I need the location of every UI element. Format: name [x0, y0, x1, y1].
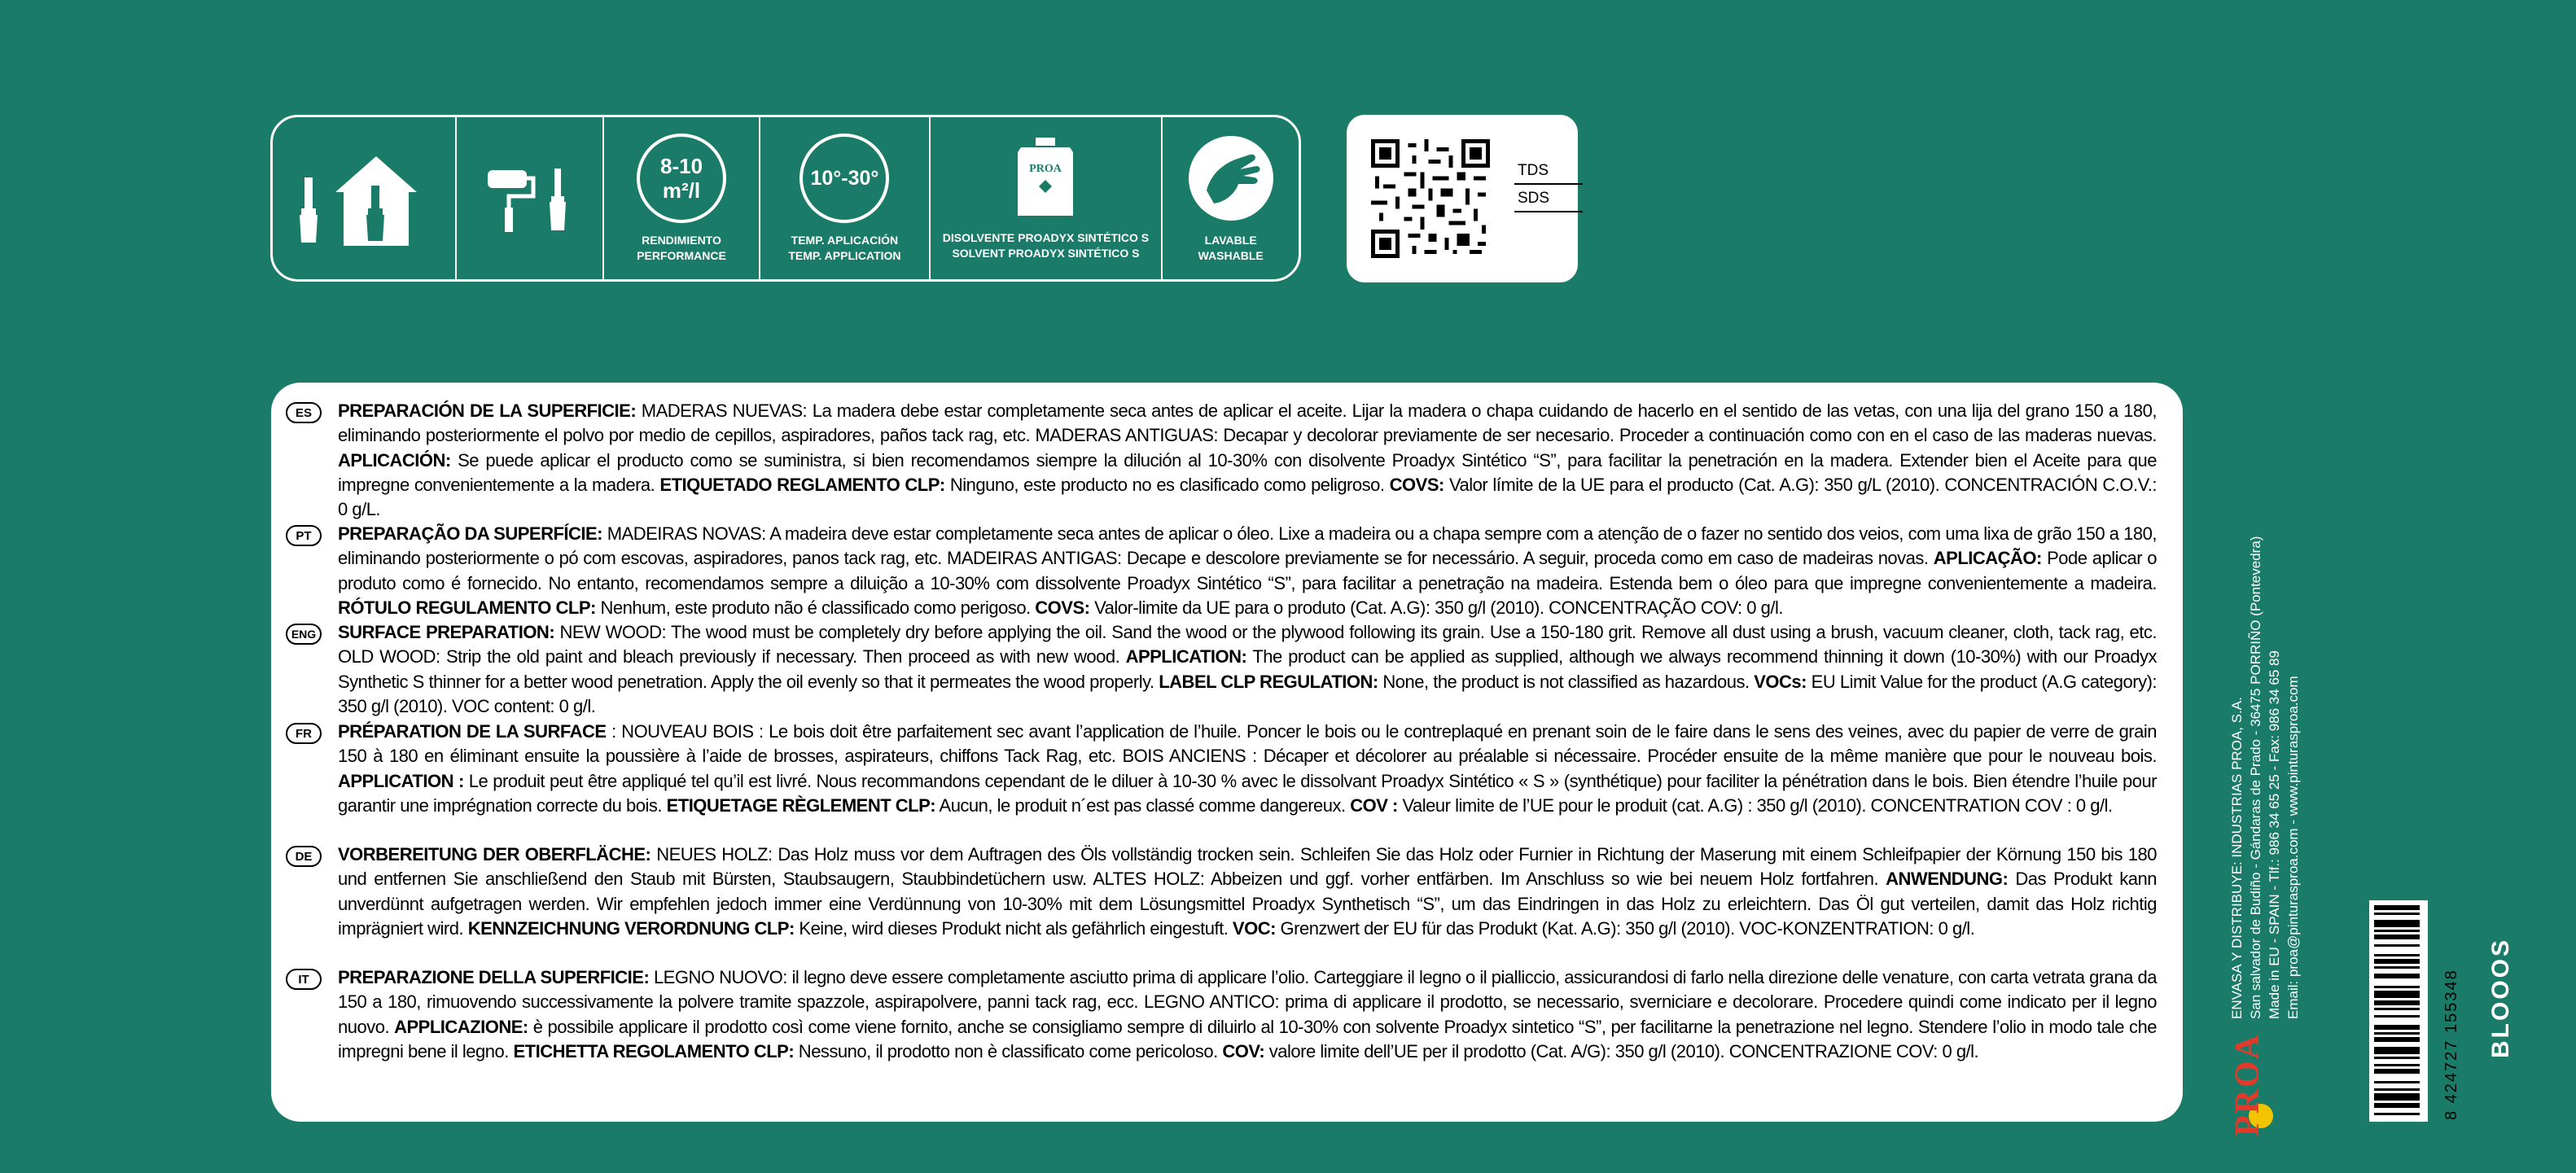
section-heading: APPLICATION :: [338, 770, 464, 791]
section-heading: PREPARAZIONE DELLA SUPERFICIE:: [338, 967, 650, 987]
section-heading: PRÉPARATION DE LA SURFACE: [338, 721, 607, 742]
distributor-line-2: San salvador de Budiño - Gándaras de Prado - 36475 PORRIÑO (Pontevedra): [2248, 536, 2263, 1019]
section-heading: KENNZEICHNUNG VERORDNUNG CLP:: [467, 917, 795, 939]
lang-paragraph: [338, 399, 2157, 522]
section-heading: APPLICAZIONE:: [394, 1016, 528, 1037]
solvent-cell: [931, 117, 1163, 279]
lang-badge: PT: [286, 525, 322, 546]
washable-caption: LAVABLE WASHABLE: [1198, 233, 1264, 262]
barcode-bar: [2374, 974, 2420, 978]
proa-logo: PROA: [2229, 1033, 2267, 1136]
distributor-line-4: Email: proa@pinturasproa.com - www.pinturasproa.com: [2285, 676, 2301, 1019]
section-text: Valeur limite de l’UE pour le produit (cat. A.G) : 350 g/l (2010). CONCENTRATION COV : 0 g/l.: [1397, 794, 2113, 816]
barcode: [2369, 900, 2428, 1122]
qr-card: [1347, 115, 1578, 282]
section-text: valore limite dell’UE per il prodotto (Cat. A/G): 350 g/l (2010). CONCENTRAZIONE COV: 0 g/l.: [1264, 1040, 1979, 1061]
section-text: LEGNO NUOVO: il legno deve essere completamente asciutto prima di applicare l’olio. Carteggiare il legno o il pialliccio, assicurandosi di farlo nella direzione delle venature, con carta vetrata grana da 150 a 180, rimuovendo successivamente la polvere tramite spazzole, aspirapolvere, panni tack rag, ecc. LEGNO ANTICO: prima di applicare il prodotto, se necessario, sverniciare e decolorare. Procedere quindi come indicato per il legno nuovo.: [338, 967, 2158, 1037]
barcode-bar: [2374, 1064, 2420, 1066]
section-heading: LABEL CLP REGULATION:: [1159, 671, 1378, 692]
barcode-bar: [2374, 954, 2420, 956]
can-brand-text: PROA: [1029, 162, 1062, 175]
barcode-bar: [2374, 1025, 2420, 1030]
barcode-bar: [2374, 934, 2420, 939]
section-text: MADERAS NUEVAS: La madera debe estar completamente seca antes de aplicar el aceite. Lijar la madera o chapa cuidando de hacerlo en el sentido de las vetas, con una lija del grano 150 a 180, eliminando posteriormente el polvo por medio de cepillos, aspiradores, paños tack rag, etc. MADERAS ANTIGUAS: Decapar y decolorar previamente de ser necesario. Proceder a continuación como con en el caso de las maderas nuevas.: [338, 400, 2157, 446]
section-heading: ETIQUETADO REGLAMENTO CLP:: [659, 474, 945, 495]
section-heading: VOCs:: [1754, 671, 1807, 692]
section-heading: APPLICATION:: [1125, 646, 1247, 667]
section-text: NEW WOOD: The wood must be completely dry before applying the oil. Sand the wood or the plywood following its grain. Use a 150-180 grit. Remove all dust using a brush, vacuum cleaner, cloth, tack rag, etc. OLD WOOD: Strip the old paint and bleach previously if necessary. Then proceed as with new wood.: [338, 622, 2157, 667]
distributor-line-3: Made in EU - SPAIN - Tlf.: 986 34 65 25 - Fax: 986 34 65 89: [2267, 650, 2282, 1019]
lang-paragraph: [338, 843, 2157, 941]
section-text: Valor-limite da UE para o produto (Cat. A.G): 350 g/l (2010). CONCENTRAÇÃO COV: 0 g/l.: [1089, 597, 1783, 618]
lang-badge: ENG: [286, 624, 322, 645]
performance-cell: [604, 117, 760, 279]
section-heading: SURFACE PREPARATION:: [338, 622, 555, 642]
section-heading: APLICACIÓN:: [338, 449, 451, 471]
barcode-bar: [2374, 1081, 2420, 1083]
section-heading: ETIQUETAGE RÈGLEMENT CLP:: [666, 794, 936, 816]
section-text: è possibile applicare il prodotto così come viene fornito, anche se consigliamo sempre di diluirlo al 10-30% con solvente Proadyx sintetico “S”, per facilitarne la penetrazione nel legno. Stendere l’olio in modo tale che impregni bene il legno.: [338, 1016, 2157, 1061]
brush-house-icon: [295, 150, 433, 247]
section-heading: COVS:: [1389, 474, 1444, 495]
section-text: Se puede aplicar el producto como se suministra, si bien recomendamos siempre la dilución al 10-30% con disolvente Proadyx Sintético “S”, para facilitar la penetración en la madera. Extender bien el Aceite para que impregne convenientemente a la madera.: [338, 449, 2157, 495]
qr-code-icon[interactable]: [1371, 139, 1490, 258]
barcode-bar: [2374, 966, 2420, 969]
section-text: MADEIRAS NOVAS: A madeira deve estar completamente seca antes de aplicar o óleo. Lixe a madeira ou a chapa sempre com a atenção de o fazer no sentido dos veios, com uma lixa de grão 150 a 180, eliminando posteriormente o pó com escovas, aspiradores, panos tack rag, etc. MADEIRAS ANTIGAS: Decape e descolore previamente se for necessário. A seguir, proceda como em caso de madeiras novas.: [338, 523, 2158, 569]
section-text: Keine, wird dieses Produkt nicht als gefährlich eingestuft.: [794, 917, 1233, 939]
lang-badge: ES: [286, 402, 322, 423]
roller-brush-cell: [457, 117, 604, 279]
section-heading: PREPARACIÓN DE LA SUPERFICIE:: [338, 400, 637, 421]
barcode-bar: [2374, 913, 2420, 915]
barcode-bar: [2374, 959, 2420, 964]
barcode-bar: [2374, 1057, 2420, 1059]
solvent-can-icon: [1014, 136, 1076, 221]
distributor-info: [2228, 368, 2302, 1019]
barcode-bar: [2374, 1015, 2420, 1018]
barcode-bar: [2374, 1113, 2420, 1115]
roller-brush-icon: [484, 162, 574, 235]
sds-link[interactable]: SDS: [1514, 190, 1583, 212]
section-heading: VORBEREITUNG DER OBERFLÄCHE:: [338, 844, 651, 864]
barcode-bar: [2374, 1047, 2420, 1054]
instructions-card: [271, 383, 2183, 1122]
barcode-bar: [2374, 986, 2420, 988]
section-text: Ninguno, este producto no es clasificado como peligroso.: [944, 474, 1390, 495]
lang-badge: IT: [286, 969, 322, 990]
lang-paragraph: [338, 620, 2157, 719]
section-heading: APLICAÇÃO:: [1933, 548, 2042, 569]
temperature-icon: 10°-30°: [800, 133, 889, 223]
section-text: Pode aplicar o produto como é fornecido. No entanto, recomendamos sempre a diluição a 10-30% com dissolvente Proadyx Sintético “S”, para facilitar a penetração na madeira. Estenda bem o óleo para que impregne convenientemente a madeira.: [338, 548, 2158, 593]
section-text: Nenhum, este produto não é classificado como perigoso.: [595, 597, 1036, 618]
lang-paragraph: [338, 720, 2157, 818]
pictogram-bar: [270, 115, 1301, 282]
section-text: Grenzwert der EU für das Produkt (Kat. A.G): 350 g/l (2010). VOC-KONZENTRATION: 0 g/l.: [1275, 917, 1975, 939]
brush-house-cell: [273, 117, 457, 279]
section-text: NEUES HOLZ: Das Holz muss vor dem Auftragen des Öls vollständig trocken sein. Schleifen Sie das Holz oder Furnier in Richtung der Maserung mit einem Schleifpapier der Körnung 150 bis 180 und entfernen Sie anschließend den Staub mit Bürsten, Staubsaugern, Staubbindetüchern usw. ALTES HOLZ: Abbeizen und ggf. vorher entfärben. Im Anschluss so wie bei neuem Holz fortfahren.: [338, 844, 2157, 890]
product-code: BLOOOS: [2487, 937, 2514, 1058]
barcode-bar: [2374, 930, 2420, 932]
temperature-caption: TEMP. APLICACIÓN TEMP. APPLICATION: [788, 233, 901, 262]
solvent-caption: DISOLVENTE PROADYX SINTÉTICO S SOLVENT PROADYX SINTÉTICO S: [942, 230, 1150, 260]
barcode-number: 8 424727 155348: [2442, 969, 2460, 1120]
barcode-icon: [2369, 900, 2428, 1122]
section-heading: RÓTULO REGULAMENTO CLP:: [338, 597, 596, 618]
barcode-bar: [2374, 1008, 2420, 1010]
washable-icon: [1186, 133, 1276, 223]
section-text: Aucun, le produit n´est pas classé comme dangereux.: [935, 794, 1351, 816]
barcode-bar: [2374, 944, 2420, 947]
lang-badge: FR: [286, 723, 322, 744]
section-heading: VOC:: [1232, 917, 1276, 939]
section-text: EU Limit Value for the product (A.G category): 350 g/l (2010). VOC content: 0 g/l.: [338, 671, 2158, 716]
barcode-bar: [2374, 991, 2420, 998]
section-heading: COVS:: [1035, 597, 1090, 618]
performance-caption: RENDIMIENTO PERFORMANCE: [637, 233, 726, 262]
barcode-bar: [2374, 1093, 2420, 1101]
section-text: None, the product is not classified as hazardous.: [1378, 671, 1755, 692]
lang-paragraph: [338, 965, 2157, 1064]
washable-cell: [1163, 117, 1299, 279]
barcode-bar: [2374, 1103, 2420, 1108]
lang-paragraph: [338, 522, 2157, 620]
temperature-cell: [760, 117, 930, 279]
barcode-bar: [2374, 1000, 2420, 1005]
barcode-bar: [2374, 1032, 2420, 1035]
section-text: Das Produkt kann unverdünnt aufgetragen werden. Wir empfehlen jedoch immer eine Verdünnung von 10-30% mit dem Lösungsmittel Proadyx Synthetisch “S”, um das Eindringen in das Holz zu erleichtern. Das Öl gut verteilen, damit das Holz richtig imprägniert wird.: [338, 869, 2157, 939]
section-text: : NOUVEAU BOIS : Le bois doit être parfaitement sec avant l’application de l’huile. Poncer le bois ou le contreplaqué en prenant soin de le faire dans le sens des veines, avec du papier de verre de grain 150 à 180 en éliminant ensuite la poussière à l’aide de brosses, aspirateurs, chiffons Tack Rag, etc. BOIS ANCIENS : Décaper et décolorer au préalable si nécessaire. Procéder ensuite de la même manière que pour le nouveau bois.: [338, 721, 2157, 767]
section-text: Valor límite de la UE para el producto (Cat. A.G): 350 g/L (2010). CONCENTRACIÓN C.O.V.: 0 g/L.: [338, 474, 2157, 520]
section-text: Nessuno, il prodotto non è classificato come pericoloso.: [794, 1040, 1223, 1061]
performance-icon: 8-10 m²/l: [637, 133, 726, 223]
section-heading: PREPARAÇÃO DA SUPERFÍCIE:: [338, 523, 603, 544]
barcode-bar: [2374, 920, 2420, 927]
section-heading: COV:: [1222, 1040, 1265, 1061]
section-text: Le produit peut être appliqué tel qu’il est livré. Nous recommandons cependant de le diluer à 10-30 % avec le dissolvant Proadyx Sintético « S » (synthétique) pour faciliter la pénétration dans le bois. Bien étendre l’huile pour garantir une imprégnation correcte du bois.: [338, 770, 2158, 816]
barcode-bar: [2374, 905, 2420, 910]
barcode-bar: [2374, 1088, 2420, 1091]
section-text: The product can be applied as supplied, although we always recommend thinning it down (10-30%) with our Proadyx Synthetic S thinner for a better wood penetration. Apply the oil evenly so that it permeates the wood properly.: [338, 646, 2157, 692]
barcode-bar: [2374, 1037, 2420, 1042]
distributor-line-1: ENVASA Y DISTRIBUYE: INDUSTRIAS PROA, S.A.: [2229, 697, 2245, 1019]
tds-link[interactable]: TDS: [1514, 162, 1583, 185]
section-heading: ANWENDUNG:: [1886, 869, 2009, 890]
section-heading: ETICHETTA REGOLAMENTO CLP:: [513, 1040, 795, 1061]
lang-badge: DE: [286, 846, 322, 867]
barcode-bar: [2374, 1069, 2420, 1074]
section-heading: COV :: [1350, 794, 1398, 816]
